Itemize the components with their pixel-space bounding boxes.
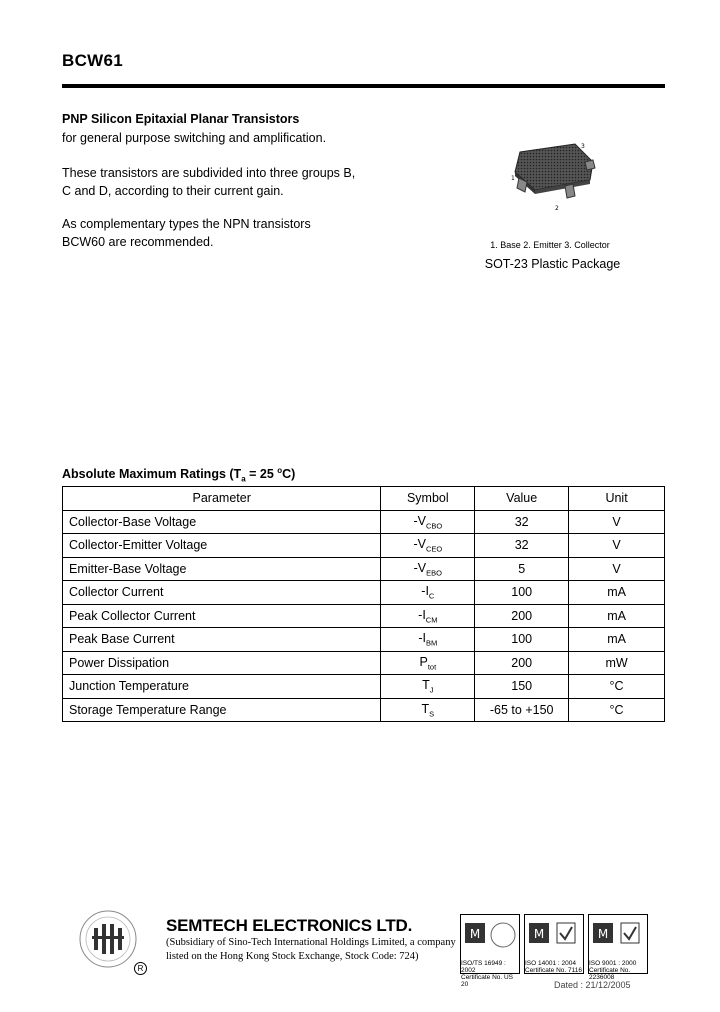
param-cell: Peak Collector Current bbox=[63, 604, 381, 628]
unit-cell: mA bbox=[569, 581, 665, 605]
symbol-cell: $-V_{CEO}$ bbox=[381, 534, 475, 558]
symbol-cell: $-I_{BM}$ bbox=[381, 628, 475, 652]
cert-label: ISO/TS 16949 : 2002 bbox=[461, 960, 506, 974]
table-row bbox=[63, 510, 665, 534]
table-row bbox=[63, 698, 665, 722]
ratings-table bbox=[62, 486, 665, 722]
table-row bbox=[63, 604, 665, 628]
groups-line-2: C and D, according to their current gain. bbox=[62, 184, 284, 198]
package-name: SOT-23 Plastic Package bbox=[484, 257, 621, 271]
unit-cell: V bbox=[569, 534, 665, 558]
symbol-cell: $T_J$ bbox=[381, 675, 475, 699]
table-row bbox=[63, 675, 665, 699]
svg-text:M: M bbox=[533, 927, 545, 941]
pin-legend: 1. Base 2. Emitter 3. Collector bbox=[490, 240, 610, 250]
cert-badge-iso-ts bbox=[460, 914, 520, 988]
symbol-cell: $-V_{CBO}$ bbox=[381, 510, 475, 534]
param-cell: Collector-Base Voltage bbox=[63, 510, 381, 534]
semtech-logo-icon bbox=[78, 906, 138, 972]
unit-cell: °C bbox=[569, 675, 665, 699]
col-header-parameter: Parameter bbox=[63, 487, 381, 511]
value-cell: 150 bbox=[475, 675, 569, 699]
cert-badge-iso-9001 bbox=[588, 914, 648, 981]
complement-line-2: BCW60 are recommended. bbox=[62, 235, 214, 249]
col-header-value: Value bbox=[475, 487, 569, 511]
company-subsidiary: (Subsidiary of Sino-Tech International Holdings Limited, a company bbox=[166, 937, 456, 948]
symbol-cell: $-V_{EBO}$ bbox=[381, 557, 475, 581]
table-row bbox=[63, 557, 665, 581]
unit-cell: V bbox=[569, 510, 665, 534]
symbol-cell: $-I_C$ bbox=[381, 581, 475, 605]
unit-cell: mW bbox=[569, 651, 665, 675]
table-row bbox=[63, 581, 665, 605]
symbol-cell: $P_{tot}$ bbox=[381, 651, 475, 675]
param-cell: Collector Current bbox=[63, 581, 381, 605]
value-cell: 5 bbox=[475, 557, 569, 581]
symbol-cell: $T_S$ bbox=[381, 698, 475, 722]
value-cell: 200 bbox=[475, 604, 569, 628]
page-title: BCW61 bbox=[62, 51, 124, 70]
cert-label: ISO 9001 : 2000 bbox=[589, 960, 637, 967]
param-cell: Collector-Emitter Voltage bbox=[63, 534, 381, 558]
table-row bbox=[63, 651, 665, 675]
symbol-cell: $-I_{CM}$ bbox=[381, 604, 475, 628]
intro-line: for general purpose switching and amplification. bbox=[62, 131, 327, 145]
param-cell: Junction Temperature bbox=[63, 675, 381, 699]
table-header-row bbox=[63, 487, 665, 511]
intro-heading: PNP Silicon Epitaxial Planar Transistors bbox=[62, 112, 300, 126]
value-cell: 100 bbox=[475, 628, 569, 652]
cert-number: Certificate No. US 20 bbox=[461, 974, 514, 988]
table-row bbox=[63, 534, 665, 558]
moody-logo-icon bbox=[461, 915, 519, 955]
value-cell: 32 bbox=[475, 534, 569, 558]
value-cell: 32 bbox=[475, 510, 569, 534]
cert-number: Certificate No. 2236008 bbox=[589, 967, 631, 981]
pin-number-3: 3 bbox=[581, 143, 585, 150]
param-cell: Power Dissipation bbox=[63, 651, 381, 675]
groups-line-1: These transistors are subdivided into three groups B, bbox=[62, 166, 356, 180]
moody-logo-icon bbox=[525, 915, 583, 955]
cert-badge-iso-14001 bbox=[524, 914, 584, 974]
registered-mark: R bbox=[134, 962, 147, 975]
cert-label: ISO 14001 : 2004 bbox=[525, 960, 576, 967]
param-cell: Storage Temperature Range bbox=[63, 698, 381, 722]
unit-cell: °C bbox=[569, 698, 665, 722]
pin-number-2: 2 bbox=[555, 205, 559, 212]
ratings-title: Absolute Maximum Ratings ($T_a = 25$ $^o$C) bbox=[62, 466, 296, 484]
param-cell: Emitter-Base Voltage bbox=[63, 557, 381, 581]
cert-number: Certificate No. 7116 bbox=[525, 967, 582, 974]
value-cell: -65 to +150 bbox=[475, 698, 569, 722]
value-cell: 200 bbox=[475, 651, 569, 675]
svg-text:M: M bbox=[597, 927, 609, 941]
dated-stamp: Dated : 21/12/2005 bbox=[554, 980, 631, 990]
moody-logo-icon bbox=[589, 915, 647, 955]
unit-cell: mA bbox=[569, 604, 665, 628]
unit-cell: V bbox=[569, 557, 665, 581]
company-listing: listed on the Hong Kong Stock Exchange, Stock Code: 724) bbox=[166, 951, 419, 962]
title-rule bbox=[62, 84, 665, 88]
svg-text:M: M bbox=[469, 927, 481, 941]
complement-line-1: As complementary types the NPN transistors bbox=[62, 217, 311, 231]
table-row bbox=[63, 628, 665, 652]
col-header-unit: Unit bbox=[569, 487, 665, 511]
unit-cell: mA bbox=[569, 628, 665, 652]
value-cell: 100 bbox=[475, 581, 569, 605]
company-name: SEMTECH ELECTRONICS LTD. bbox=[166, 916, 413, 935]
sot23-package-image bbox=[505, 140, 600, 218]
col-header-symbol: Symbol bbox=[381, 487, 475, 511]
pin-number-1: 1 bbox=[511, 175, 515, 182]
param-cell: Peak Base Current bbox=[63, 628, 381, 652]
